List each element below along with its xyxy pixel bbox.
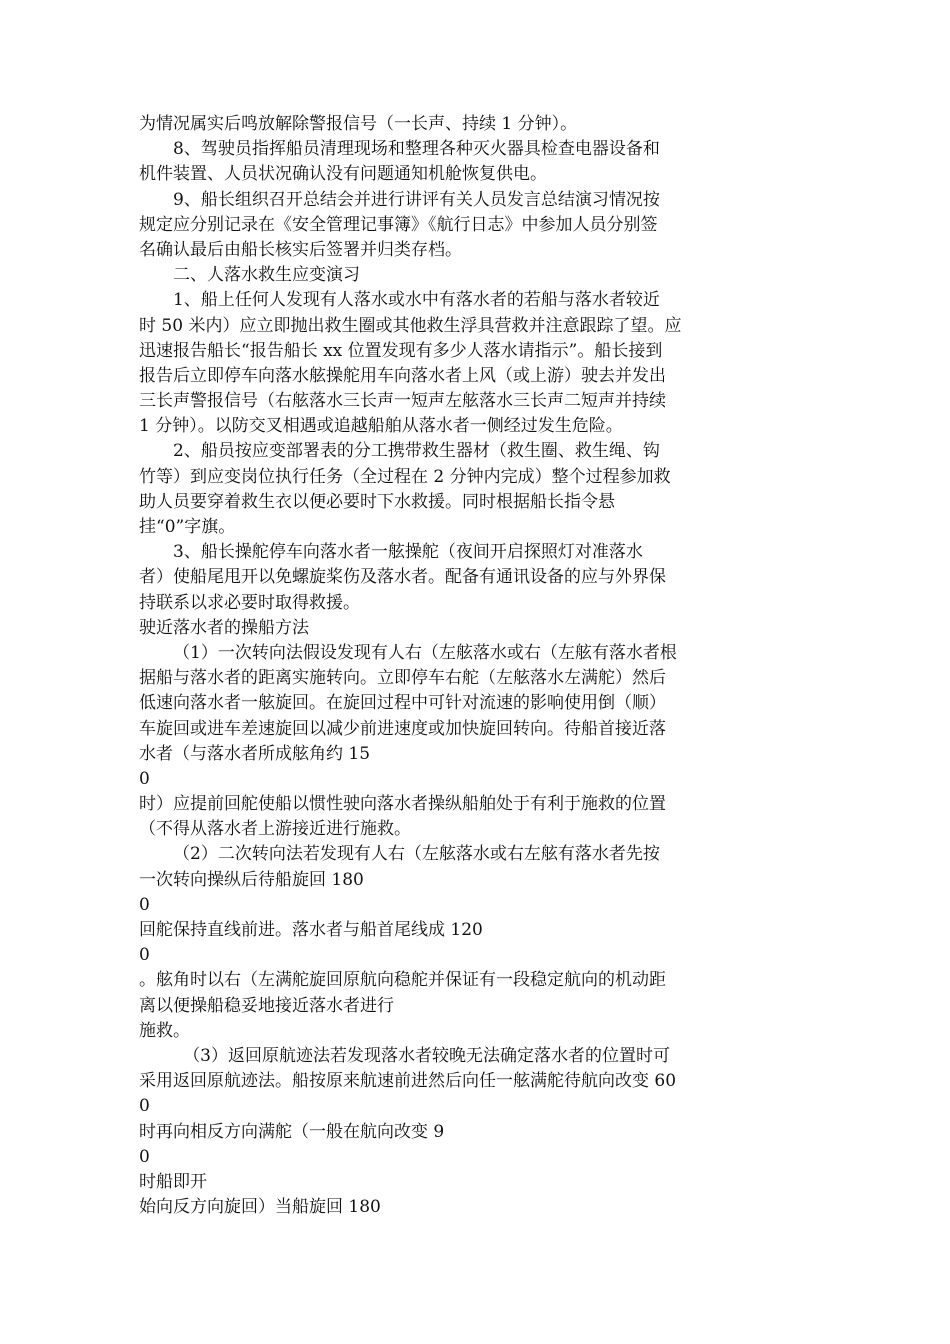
document-line: 迅速报告船长“报告船长 xx 位置发现有多少人落水请指示”。船长接到 (139, 340, 663, 361)
document-line: 1 分钟）。以防交叉相遇或追越船舶从落水者一侧经过发生危险。 (139, 416, 623, 437)
document-line: （2）二次转向法若发现有人右（左舷落水或右左舷有落水者先按 (173, 844, 660, 865)
document-line: 名确认最后由船长核实后签署并归类存档。 (139, 239, 462, 260)
document-line: 规定应分别记录在《安全管理记事簿》《航行日志》中参加人员分别签 (139, 214, 658, 235)
document-line: 0 (139, 1096, 150, 1117)
document-line: 驶近落水者的操船方法 (139, 617, 309, 638)
document-line: 始向反方向旋回）当船旋回 180 (139, 1197, 381, 1218)
document-line: 者）使船尾甩开以免螺旋桨伤及落水者。配备有通讯设备的应与外界保 (139, 567, 666, 588)
document-line: 2、船员按应变部署表的分工携带救生器材（救生圈、救生绳、钩 (173, 441, 660, 462)
document-line: 助人员要穿着救生衣以便必要时下水救援。同时根据船长指令悬 (139, 491, 615, 512)
document-line: （3）返回原航迹法若发现落水者较晚无法确定落水者的位置时可 (183, 1045, 671, 1066)
document-line: 时）应提前回舵使船以惯性驶向落水者操纵船舶处于有利于施救的位置 (139, 794, 666, 815)
document-line: 回舵保持直线前进。落水者与船首尾线成 120 (139, 920, 483, 940)
document-line: 报告后立即停车向落水舷操舵用车向落水者上风（或上游）驶去并发出 (139, 365, 666, 386)
document-line: 时 50 米内）应立即抛出救生圈或其他救生浮具营救并注意跟踪了望。应 (139, 315, 682, 336)
document-line: 三长声警报信号（右舷落水三长声一短声左舷落水三长声二短声并持续 (139, 391, 666, 412)
document-line: 低速向落水者一舷旋回。在旋回过程中可针对流速的影响使用倒（顺） (139, 693, 666, 714)
document-line: 时再向相反方向满舵（一般在航向改变 9 (139, 1121, 445, 1142)
document-line: 。舷角时以右（左满舵旋回原航向稳舵并保证有一段稳定航向的机动距 (139, 970, 666, 991)
document-line: 离以便操船稳妥地接近落水者进行 (139, 995, 394, 1016)
document-body (139, 112, 739, 1220)
document-line: 一次转向操纵后待船旋回 180 (139, 869, 364, 890)
document-line: 施救。 (139, 1020, 190, 1041)
document-line: 3、船长操舵停车向落水者一舷操舵（夜间开启探照灯对准落水 (173, 542, 643, 563)
document-line: 0 (139, 1146, 150, 1167)
document-line: 车旋回或进车差速旋回以减少前进速度或加快旋回转向。待船首接近落 (139, 718, 666, 739)
document-line: 持联系以求必要时取得救援。 (139, 592, 360, 613)
document-line: 为情况属实后鸣放解除警报信号（一长声、持续 1 分钟）。 (139, 114, 578, 134)
document-line: 9、船长组织召开总结会并进行讲评有关人员发言总结演习情况按 (173, 189, 660, 210)
document-line: 0 (139, 894, 150, 915)
document-line: 0 (139, 945, 150, 966)
document-line: 水者（与落水者所成舷角约 15 (139, 743, 371, 764)
document-line: （不得从落水者上游接近进行施救。 (139, 819, 411, 840)
document-line: 挂“0”字旗。 (139, 517, 236, 537)
document-line: 0 (139, 768, 150, 789)
document-line: （1）一次转向法假设发现有人右（左舷落水或右（左舷有落水者根 (173, 642, 677, 663)
document-line: 1、船上任何人发现有人落水或水中有落水者的若船与落水者较近 (173, 290, 660, 311)
document-line: 8、驾驶员指挥船员清理现场和整理各种灭火器具检查电器设备和 (173, 139, 660, 160)
document-line: 机件装置、人员状况确认没有问题通知机舱恢复供电。 (139, 164, 547, 185)
document-line: 据船与落水者的距离实施转向。立即停车右舵（左舷落水左满舵）然后 (139, 668, 666, 689)
document-line: 时船即开 (139, 1171, 207, 1192)
document-line: 采用返回原航迹法。船按原来航速前进然后向任一舷满舵待航向改变 60 (139, 1071, 677, 1092)
document-line: 二、人落水救生应变演习 (173, 265, 360, 286)
document-line: 竹等）到应变岗位执行任务（全过程在 2 分钟内完成）整个过程参加救 (139, 466, 671, 487)
